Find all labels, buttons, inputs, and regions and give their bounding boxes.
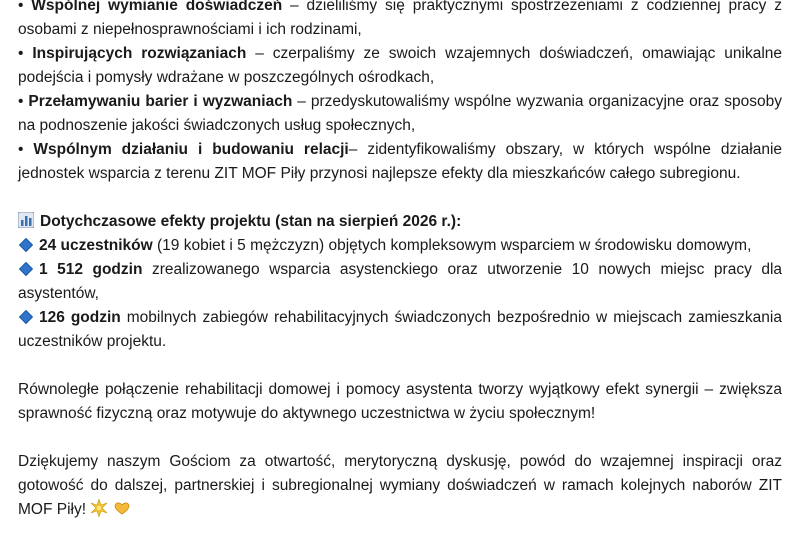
effect-text: zrealizowanego wsparcia asystenckiego oraz utworzenie 10 nowych miejsc pracy dla asystentów, — [18, 261, 783, 302]
bullet-bold: Wspólnej wymianie doświadczeń — [31, 0, 283, 14]
list-item: • Wspólnej wymianie doświadczeń – dzieliliśmy się praktycznymi spostrzeżeniami z codziennej pracy z osobami z niepełnosprawnościami i ich rodzinami, — [18, 0, 782, 42]
effects-heading-text: Dotychczasowe efekty projektu (stan na sierpień 2026 r.): — [40, 213, 462, 230]
effects-section — [18, 210, 782, 354]
bullet-bold: Inspirujących rozwiązaniach — [32, 45, 247, 62]
effect-text: (19 kobiet i 5 mężczyzn) objętych kompleksowym wsparciem w środowisku domowym, — [152, 237, 752, 254]
bullet-text: – dzieliliśmy się praktycznymi spostrzeżeniami z codziennej pracy z osobami z niepełnosprawnościami i ich rodzinami, — [18, 0, 782, 38]
sparkle-icon — [90, 499, 108, 517]
list-item: • Inspirujących rozwiązaniach – czerpaliśmy ze swoich wzajemnych doświadczeń, omawiając unikalne podejścia i pomysły wdrażane w poszczególnych ośrodkach, — [18, 45, 782, 86]
synergy-paragraph: Równoległe połączenie rehabilitacji domowej i pomocy asystenta tworzy wyjątkowy efekt synergii – zwiększa sprawność fizyczną oraz motywuje do aktywnego uczestnictwa w życiu społecznym! — [18, 381, 782, 422]
blue-diamond-icon — [19, 238, 33, 252]
effect-text: mobilnych zabiegów rehabilitacyjnych świadczonych bezpośrednio w miejscach zamieszkania uczestników projektu. — [18, 309, 782, 350]
effect-bold: 1 512 godzin — [39, 261, 143, 278]
thanks-paragraph — [18, 450, 782, 522]
thanks-text: Dziękujemy naszym Gościom za otwartość, merytoryczną dyskusję, powód do wzajemnej inspiracji oraz gotowość do dalszej, partnerskiej i subregionalnej wymiany doświadczeń w ramach kolejnych naborów ZIT MOF Piły! — [18, 453, 782, 518]
list-item — [18, 258, 782, 306]
bullet-text: – czerpaliśmy ze swoich wzajemnych doświadczeń, omawiając unikalne podejścia i pomysły wdrażane w poszczególnych ośrodkach, — [18, 45, 782, 86]
bullet-text: – zidentyfikowaliśmy obszary, w których wspólne działanie jednostek wsparcia z terenu ZIT MOF Piły przynosi najlepsze efekty dla mieszkańców całego subregionu. — [18, 141, 783, 182]
blue-diamond-icon — [19, 262, 33, 276]
effect-bold: 24 uczestników — [39, 237, 153, 254]
list-item — [18, 306, 782, 354]
list-item — [18, 234, 782, 258]
bullet-text: – przedyskutowaliśmy wspólne wyzwania organizacyjne oraz sposoby na podnoszenie jakości świadczonych usług społecznych, — [18, 93, 782, 134]
bullet-list — [18, 0, 782, 186]
bullet-bold: Wspólnym działaniu i budowaniu relacji — [33, 141, 349, 158]
bar-chart-icon — [18, 212, 34, 228]
effect-bold: 126 godzin — [39, 309, 121, 326]
effects-heading — [18, 210, 782, 234]
heart-hands-icon — [113, 499, 131, 517]
list-item: • Wspólnym działaniu i budowaniu relacji– zidentyfikowaliśmy obszary, w których wspólne działanie jednostek wsparcia z terenu ZIT MOF Piły przynosi najlepsze efekty dla mieszkańców całego subregionu. — [18, 141, 783, 182]
bullet-bold: Przełamywaniu barier i wyzwaniach — [28, 93, 293, 110]
list-item: • Przełamywaniu barier i wyzwaniach – przedyskutowaliśmy wspólne wyzwania organizacyjne oraz sposoby na podnoszenie jakości świadczonych usług społecznych, — [18, 93, 782, 134]
blue-diamond-icon — [19, 310, 33, 324]
